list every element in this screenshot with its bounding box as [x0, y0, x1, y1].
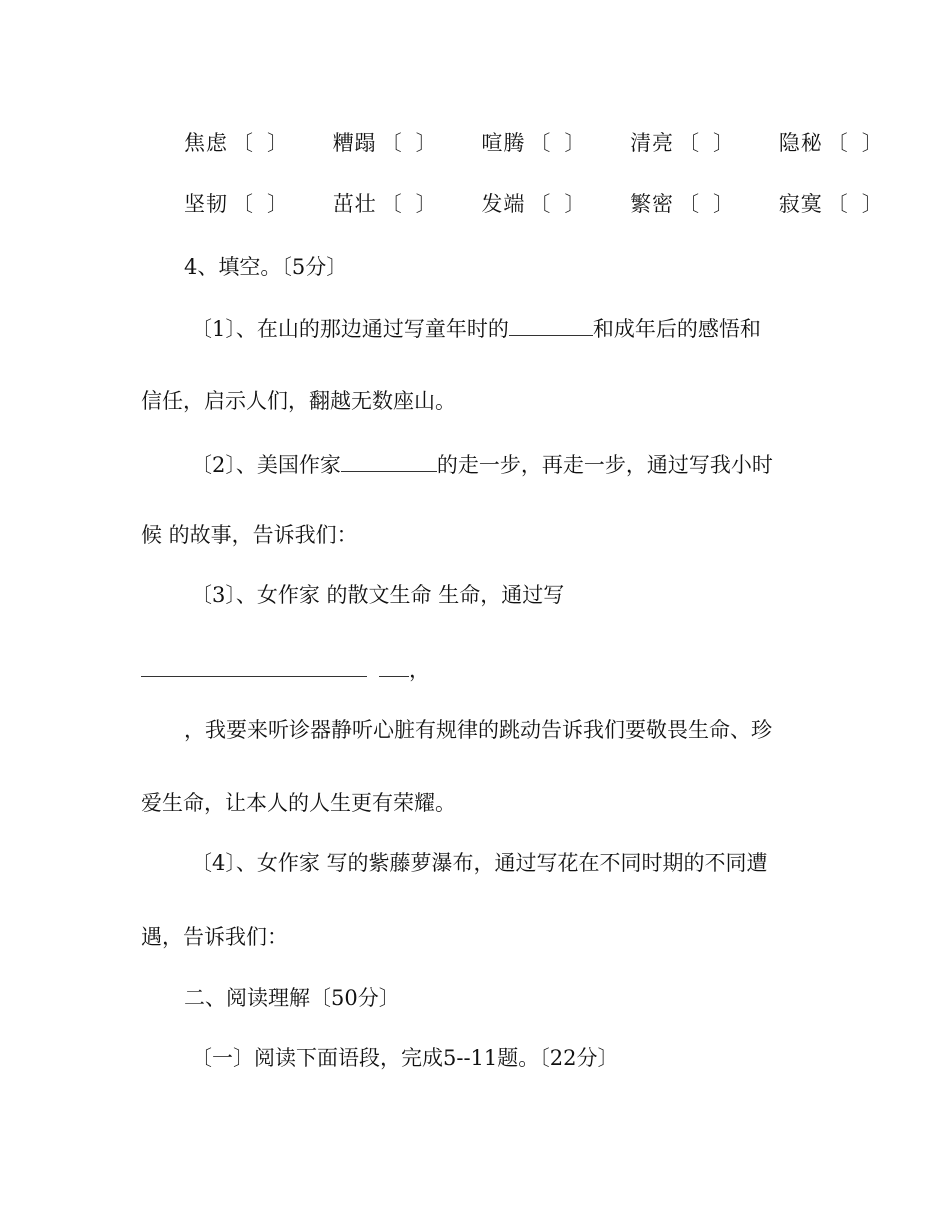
- pinyin-blank: 〔〕: [678, 192, 749, 216]
- word-text: 寂寞: [778, 192, 823, 216]
- pinyin-blank: 〔〕: [380, 131, 451, 155]
- fill-blank[interactable]: [141, 654, 367, 677]
- item-number: 〔3〕: [191, 583, 236, 607]
- item-number: 〔2〕: [191, 453, 236, 477]
- word-text: 茁壮: [332, 192, 377, 216]
- q4-item-3-continuation-2: 爱生命，让本人的人生更有荣耀。: [141, 791, 456, 815]
- q4-item-3-continuation-1: ，我要来听诊器静听心脏有规律的跳动告诉我们要敬畏生命、珍: [184, 718, 772, 742]
- punctuation: ，: [409, 658, 430, 682]
- word-text: 焦虑: [184, 131, 228, 155]
- word-item: [481, 190, 599, 218]
- word-text: 清亮: [630, 131, 675, 155]
- pinyin-blank: 〔〕: [380, 192, 451, 216]
- section-2-heading: 二、阅读理解〔50分〕: [184, 986, 400, 1010]
- fill-blank[interactable]: [379, 654, 409, 677]
- q4-heading: 4、填空。〔5分〕: [184, 255, 348, 279]
- q4-item-3-blank-line: [141, 654, 430, 684]
- item-number: 〔4〕: [191, 851, 236, 875]
- pinyin-blank: 〔〕: [826, 131, 897, 155]
- word-row-1: [184, 129, 921, 157]
- q4-item-2-continuation: 候 的故事，告诉我们：: [141, 523, 358, 547]
- word-item: [630, 129, 748, 157]
- pinyin-blank: 〔〕: [678, 131, 749, 155]
- section-2-subheading: 〔一〕阅读下面语段，完成5--11题。〔22分〕: [191, 1046, 619, 1070]
- word-text: 坚韧: [184, 192, 228, 216]
- item-text: 、美国作家: [235, 453, 341, 477]
- pinyin-blank: 〔〕: [826, 192, 897, 216]
- word-item: [333, 129, 451, 157]
- word-item: [630, 190, 748, 218]
- word-row-2: [184, 190, 921, 218]
- word-item: [779, 129, 897, 157]
- pinyin-blank: 〔〕: [529, 131, 600, 155]
- fill-blank[interactable]: [341, 449, 437, 472]
- word-text: 糟蹋: [332, 131, 377, 155]
- q4-item-3: [191, 581, 564, 609]
- q4-item-1-continuation: 信任，启示人们，翻越无数座山。: [141, 389, 456, 413]
- item-text: 、在山的那边通过写童年时的: [235, 317, 509, 341]
- word-text: 发端: [481, 192, 526, 216]
- word-text: 喧腾: [481, 131, 526, 155]
- fill-blank[interactable]: [509, 313, 593, 336]
- item-text: 的走一步，再走一步，通过写我小时: [436, 453, 773, 477]
- word-item: [184, 129, 302, 157]
- pinyin-blank: 〔〕: [529, 192, 600, 216]
- word-text: 繁密: [630, 192, 675, 216]
- item-number: 〔1〕: [191, 317, 236, 341]
- pinyin-blank: 〔〕: [232, 131, 302, 155]
- word-item: [779, 190, 897, 218]
- word-item: [481, 129, 599, 157]
- pinyin-blank: 〔〕: [232, 192, 302, 216]
- item-text: 和成年后的感悟和: [592, 317, 761, 341]
- q4-item-2: [191, 449, 773, 479]
- word-item: [184, 190, 302, 218]
- q4-item-1: [191, 313, 761, 343]
- q4-item-4-continuation: 遇，告诉我们：: [141, 925, 288, 949]
- item-text: 、女作家 的散文生命 生命，通过写: [235, 583, 565, 607]
- word-text: 隐秘: [778, 131, 823, 155]
- item-text: 、女作家 写的紫藤萝瀑布，通过写花在不同时期的不同遭: [235, 851, 768, 875]
- q4-item-4: [191, 849, 768, 877]
- word-item: [333, 190, 451, 218]
